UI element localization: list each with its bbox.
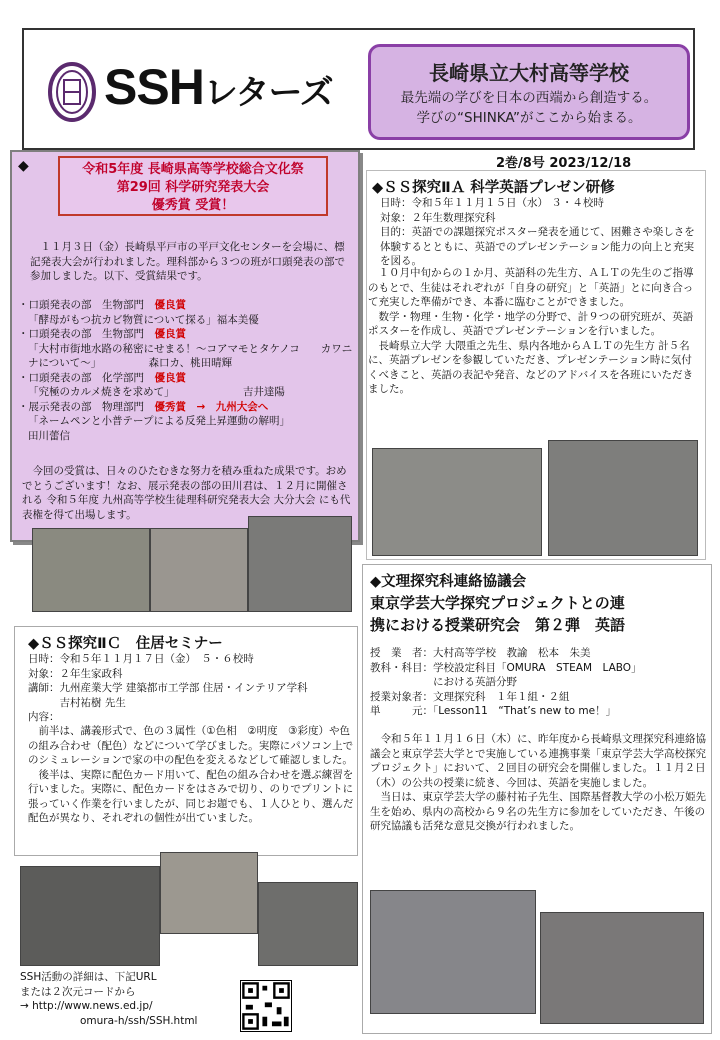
- tagline-2: 学びの“SHINKA”がここから始まる。: [416, 110, 642, 126]
- award-item: ・口頭発表の部 生物部門 優良賞: [18, 299, 186, 311]
- award-photo-students: [150, 528, 248, 612]
- liaison-title-1: ◆文理探究科連絡協議会: [370, 574, 527, 590]
- diamond-icon: ◆: [18, 158, 29, 174]
- award-intro: １１月３日（金）長崎県平戸市の平戸文化センターを会場に、標記発表大会が行われました。理科部から３つの班が口頭発表の部で参加しました。以下、受賞結果です。: [30, 241, 345, 282]
- seminar-info: 日時：令和５年１１月１７日（金） ５・６校時 対象：２年生家政科 講師：九州産業大学 建築都市工学部 住居・インテリア学科 吉村祐樹 先生 内容：: [28, 653, 308, 723]
- award-item-title: 「酵母がもつ抗カビ物質について探る」福本美優: [28, 313, 259, 326]
- liaison-title-3: 携における授業研究会 第２弾 英語: [370, 616, 626, 634]
- seminar-photo-classroom: [20, 866, 160, 966]
- school-seal-icon: [48, 62, 96, 122]
- award-item: ・展示発表の部 物理部門 優秀賞 → 九州大会へ: [18, 400, 269, 413]
- english-info: 日時：令和５年１１月１５日（水） ３・４校時 対象：２年生数理探究科 目的：英語での課題探究ポスター発表を通じて、困難さや楽しさを体験するとともに、英語でのプレゼンテーション能力の向上と充実を図る。: [380, 197, 695, 267]
- seminar-photo-cards: [160, 852, 258, 934]
- award-item: ・口頭発表の部 化学部門 優良賞: [18, 371, 186, 384]
- english-photo-discussion: [548, 440, 698, 556]
- seminar-title: ◆ＳＳ探究ⅡＣ 住居セミナー: [28, 636, 223, 652]
- english-photo-poster-session: [372, 448, 542, 556]
- seminar-photo-lecture: [258, 882, 358, 966]
- award-title: 令和5年度 長崎県高等学校総合文化祭 第29回 科学研究発表大会 優秀賞 受賞！: [58, 156, 328, 216]
- award-closing: 今回の受賞は、日々のひたむきな努力を積み重ねた成果です。おめでとうございます！なお、展示発表の部の田川君は、１２月に開催される 令和５年度 九州高等学校生徒理科研究発表大会 大分大会 にも代表権を得て出場します。: [22, 465, 351, 521]
- english-title: ◆ＳＳ探究ⅡＡ 科学英語プレゼン研修: [372, 180, 615, 196]
- award-item-title: 「究極のカルメ焼きを求めて」 吉井達陽: [28, 386, 285, 398]
- award-photo-presentation: [32, 528, 150, 612]
- liaison-photo-groupwork: [540, 912, 704, 1024]
- award-item-title: 「大村市街地水路の秘密にせまる！～コアマモとタケノコ カワニナについて～」 森口カ、桃田晴輝: [28, 342, 353, 369]
- school-box: [368, 44, 690, 140]
- award-photo-poster: [248, 516, 352, 612]
- issue-number: 2巻/8号 2023/12/18: [496, 156, 632, 171]
- award-item: ・口頭発表の部 生物部門 優良賞: [18, 328, 186, 340]
- qr-code-icon[interactable]: [240, 980, 292, 1032]
- footer-url[interactable]: → http://www.news.ed.jp/: [20, 1000, 153, 1012]
- school-name: 長崎県立大村高等学校: [429, 61, 629, 85]
- award-list: [18, 298, 453, 443]
- liaison-title-2: 東京学芸大学探究プロジェクトとの連: [370, 594, 625, 612]
- english-body: １０月中旬からの１か月、英語科の先生方、ＡＬＴの先生のご指導のもとで、生徒はそれぞれが「自身の研究」と「英語」とに向き合って充実した準備ができ、本番に臨むことができました。 数学・物理・生物・化学・地学の分野で、計９つの研究班が、英語ポスターを作成し、英語でプレゼンテーションを行いました。 長崎県立大学 大隈重之先生、県内各地からＡＬＴの先生方 計５名に、英語プレゼンを参観していただき、プレゼンテーション時に気付くべきこと、英語の表記や発音、などのアドバイスを各班にいただきました。: [368, 267, 694, 395]
- liaison-body: 令和５年１１月１６日（木）に、昨年度から長崎県文理探究科連絡協議会と東京学芸大学とで実施している連携事業「東京学芸大学高校探究プロジェクト」において、２回目の研究会を開催しました。１１月２日（木）の公共の授業に続き、今回は、英語を実施しました。 当日は、東京学芸大学の藤村祐子先生、国際基督教大学の小松万姫先生を始め、県内の高校から９名の先生方に参加をしていただき、午後の研究協議も活発な意見交換が行われました。: [370, 733, 706, 832]
- seminar-body: 前半は、講義形式で、色の３属性（①色相 ②明度 ③彩度）や色の組み合わせ（配色）などについて学びました。実際にパソコン上でのシミュレーションで家の中の配色を変えるなどして確認しました。 後半は、実際に配色カード用いて、配色の組み合わせを選ぶ練習を行いました。実際に、配色カードをはさみで切り、のりでプリントに張っていく作業を行いましたが、同じお題でも、１人ひとり、選んだ配色が異なり、それぞれの個性が出ていました。: [28, 725, 354, 824]
- liaison-photo-class: [370, 890, 536, 1014]
- newsletter-brand: SSHレターズ: [104, 59, 333, 115]
- award-item-title: 「ネームペンと小普テープによる反発上昇運動の解明」 田川蕾信: [28, 415, 453, 442]
- tagline-1: 最先端の学びを日本の西端から創造する。: [400, 90, 658, 106]
- liaison-meta: 授 業 者：大村高等学校 教諭 松本 朱美 教科・科目：学校設定科目「OMURA STEAM LABO」 における英語分野 授業対象者：文理探究科 １年１組・２組 単 元：「Lesson11 “That’s new to me！」: [370, 647, 642, 717]
- footer-url-info: SSH活動の詳細は、下記URL または２次元コードから → http://www.news.ed.jp/ omura-h/ssh/SSH.html: [20, 970, 240, 1028]
